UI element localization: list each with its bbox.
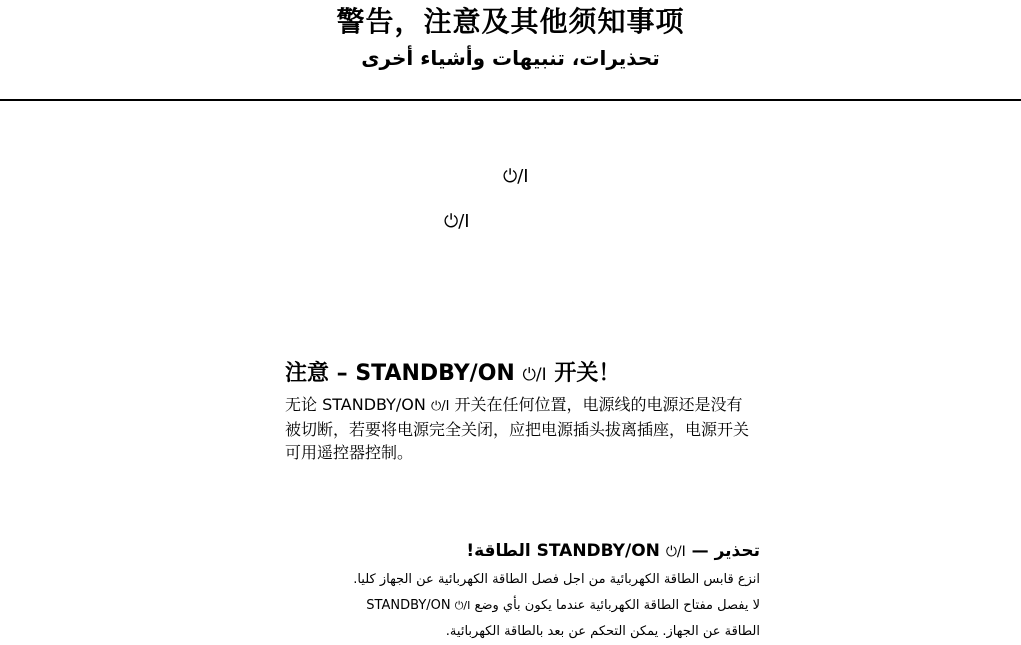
arabic-warning-section bbox=[290, 536, 760, 645]
arabic-line2-suffix: STANDBY/ON bbox=[366, 598, 451, 613]
arabic-warning-line-1: انزع قابس الطاقة الكهربائية من اجل فصل الطاقة الكهربائية عن الجهاز كليا. bbox=[353, 572, 760, 587]
power-standby-icon: ⏻/I bbox=[522, 365, 547, 385]
power-standby-icon: ⏻/I bbox=[430, 399, 450, 414]
power-standby-icon: ⏻/I bbox=[665, 544, 686, 560]
document-title-chinese: 警告，注意及其他须知事项 bbox=[336, 5, 685, 38]
arabic-heading-suffix: STANDBY/ON الطاقة! bbox=[466, 541, 660, 561]
power-symbol-line-1: ⏻/I bbox=[503, 166, 529, 187]
heading-prefix: 注意 – STANDBY/ON bbox=[285, 361, 515, 386]
document-title-arabic: تحذيرات، تنبيهات وأشياء أخرى bbox=[361, 46, 660, 70]
arabic-warning-heading bbox=[290, 536, 760, 567]
body-text: 开关在任何位置，电源线的电源还是没有被切断，若要将电源完全关闭，应把电源插头拔离插座，电源开关可用遥控器控制。 bbox=[285, 395, 750, 462]
arabic-line2-prefix: لا يفصل مفتاح الطاقة الكهربائية عندما يكون بأي وضع bbox=[474, 598, 760, 613]
header-divider bbox=[0, 99, 1021, 101]
arabic-heading-prefix: تحذير — bbox=[691, 541, 760, 561]
body-prefix: 无论 STANDBY/ON bbox=[285, 395, 426, 414]
chinese-caution-section bbox=[285, 358, 765, 464]
chinese-caution-heading bbox=[285, 358, 765, 391]
power-standby-icon: ⏻/I bbox=[454, 599, 471, 612]
chinese-caution-body bbox=[285, 393, 755, 464]
arabic-warning-line-2 bbox=[290, 593, 760, 619]
heading-suffix: 开关！ bbox=[554, 361, 621, 386]
arabic-warning-line-3: الطاقة عن الجهاز. يمكن التحكم عن بعد بالطاقة الكهربائية. bbox=[445, 624, 760, 639]
power-symbol-line-2: ⏻/I bbox=[444, 211, 470, 232]
